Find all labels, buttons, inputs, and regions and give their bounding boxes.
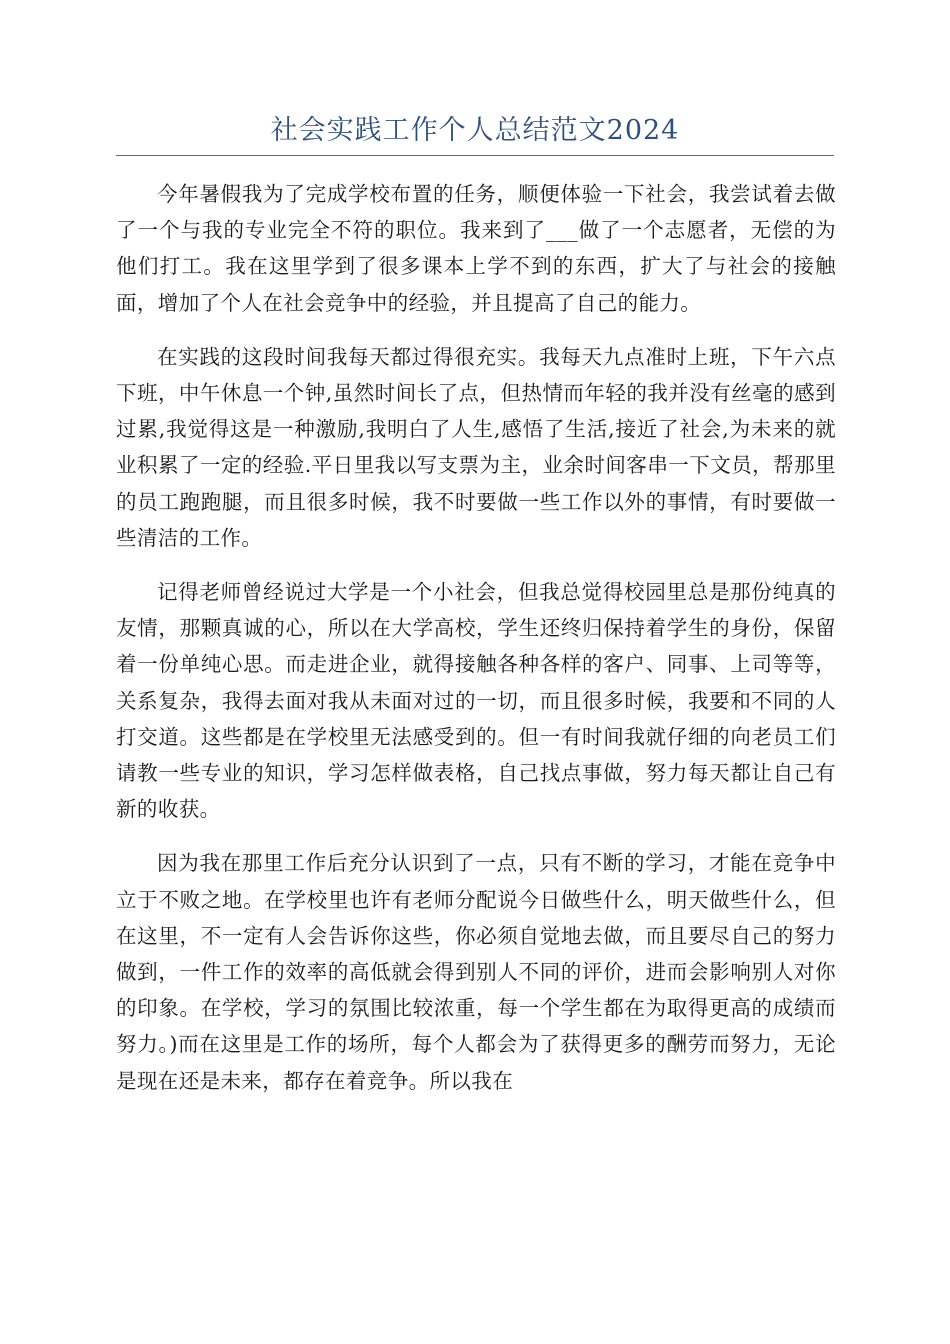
paragraph-2: 在实践的这段时间我每天都过得很充实。我每天九点准时上班，下午六点下班，中午休息一个钟,虽然时间长了点，但热情而年轻的我并没有丝毫的感到过累,我觉得这是一种激励,我明白了人生,感悟了生活,接近了社会,为未来的就业积累了一定的经验.平日里我以写支票为主，业余时间客串一下文员，帮那里的员工跑跑腿，而且很多时候，我不时要做一些工作以外的事情，有时要做一些清洁的工作。	[116, 344, 836, 550]
paragraph-3: 记得老师曾经说过大学是一个小社会，但我总觉得校园里总是那份纯真的友情，那颗真诚的心，所以在大学高校，学生还终归保持着学生的身份，保留着一份单纯心思。而走进企业，就得接触各种各样的客户、同事、上司等等，关系复杂，我得去面对我从未面对过的一切，而且很多时候，我要和不同的人打交道。这些都是在学校里无法感受到的。但一有时间我就仔细的向老员工们请教一些专业的知识，学习怎样做表格，自己找点事做，努力每天都让自己有新的收获。	[116, 580, 836, 822]
document-title: 社会实践工作个人总结范文2024	[270, 115, 680, 146]
title-block	[116, 113, 834, 156]
paragraph-1: 今年暑假我为了完成学校布置的任务，顺便体验一下社会，我尝试着去做了一个与我的专业完全不符的职位。我来到了___做了一个志愿者，无偿的为他们打工。我在这里学到了很多课本上学不到的东西，扩大了与社会的接触面，增加了个人在社会竞争中的经验，并且提高了自己的能力。	[116, 182, 836, 315]
paragraph-4: 因为我在那里工作后充分认识到了一点，只有不断的学习，才能在竞争中立于不败之地。在学校里也许有老师分配说今日做些什么，明天做些什么，但在这里，不一定有人会告诉你这些，你必须自觉地去做，而且要尽自己的努力做到，一件工作的效率的高低就会得到别人不同的评价，进而会影响别人对你的印象。在学校，学习的氛围比较浓重，每一个学生都在为取得更高的成绩而努力。)而在这里是工作的场所，每个人都会为了获得更多的酬劳而努力，无论是现在还是未来，都存在着竞争。所以我在	[116, 851, 836, 1093]
document-body	[116, 176, 836, 1117]
